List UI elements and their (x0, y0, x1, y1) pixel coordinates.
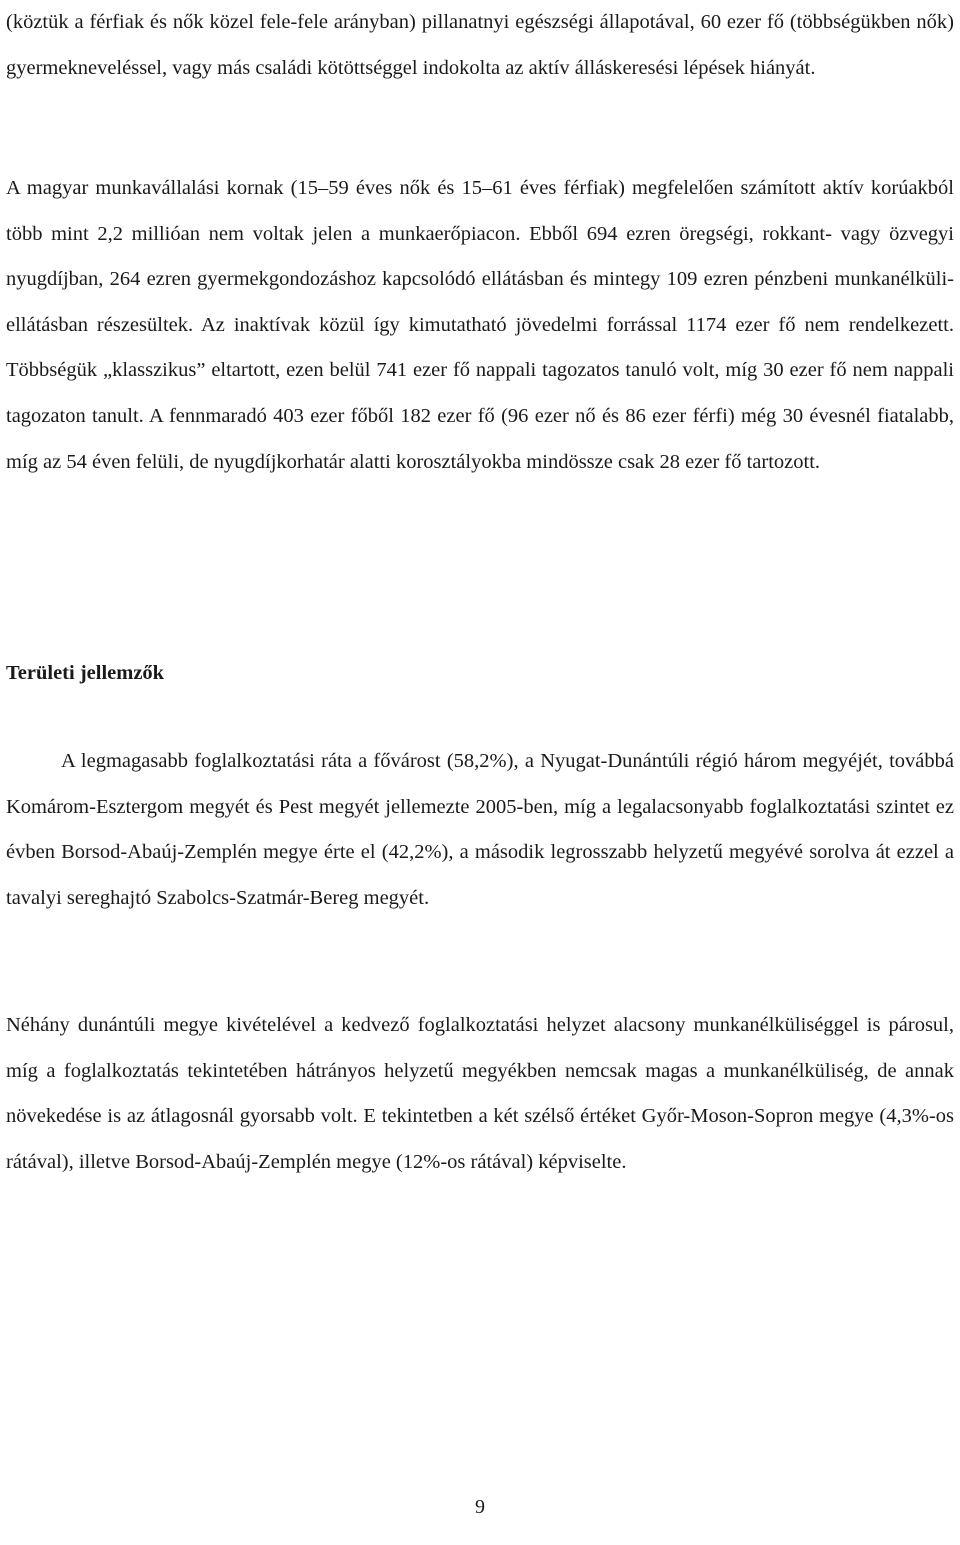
paragraph-regional-employment: A legmagasabb foglalkoztatási ráta a fővárost (58,2%), a Nyugat-Dunántúli régió három megyéjét, továbbá Komárom-Esztergom megyét és Pest megyét jellemezte 2005-ben, míg a legalacsonyabb foglalkoztatási szintet ez évben Borsod-Abaúj-Zemplén megye érte el (42,2%), a második legrosszabb helyzetű megyévé sorolva át ezzel a tavalyi sereghajtó Szabolcs-Szatmár-Bereg megyét. (6, 750, 954, 909)
section-heading: Területi jellemzők (6, 662, 165, 684)
paragraph-unemployment-extremes: Néhány dunántúli megye kivételével a kedvező foglalkoztatási helyzet alacsony munkanélküliséggel is párosul, míg a foglalkoztatás tekintetében hátrányos helyzetű megyékben nemcsak magas a munkanélküliség, de annak növekedése is az átlagosnál gyorsabb volt. E tekintetben a két szélső értéket Győr-Moson-Sopron megye (4,3%-os rátával), illetve Borsod-Abaúj-Zemplén megye (12%-os rátával) képviselte. (6, 1014, 954, 1173)
paragraph-working-age-inactive: A magyar munkavállalási kornak (15–59 éves nők és 15–61 éves férfiak) megfelelően számított aktív korúakból több mint 2,2 millióan nem voltak jelen a munkaerőpiacon. Ebből 694 ezren öregségi, rokkant- vagy özvegyi nyugdíjban, 264 ezren gyermekgondozáshoz kapcsolódó ellátásban és mintegy 109 ezren pénzbeni munkanélküli-ellátásban részesültek. Az inaktívak közül így kimutatható jövedelmi forrással 1174 ezer fő nem rendelkezett. Többségük „klasszikus” eltartott, ezen belül 741 ezer fő nappali tagozatos tanuló volt, míg 30 ezer fő nem nappali tagozaton tanult. A fennmaradó 403 ezer főből 182 ezer fő (96 ezer nő és 86 ezer férfi) még 30 évesnél fiatalabb, míg az 54 éven felüli, de nyugdíjkorhatár alatti korosztályokba mindössze csak 28 ezer fő tartozott. (6, 177, 954, 473)
page-number: 9 (475, 1496, 485, 1518)
paragraph-inactivity-reasons: (köztük a férfiak és nők közel fele-fele arányban) pillanatnyi egészségi állapotával, 60 ezer fő (többségükben nők) gyermekneveléssel, vagy más családi kötöttséggel indokolta az aktív álláskeresési lépések hiányát. (6, 11, 954, 79)
